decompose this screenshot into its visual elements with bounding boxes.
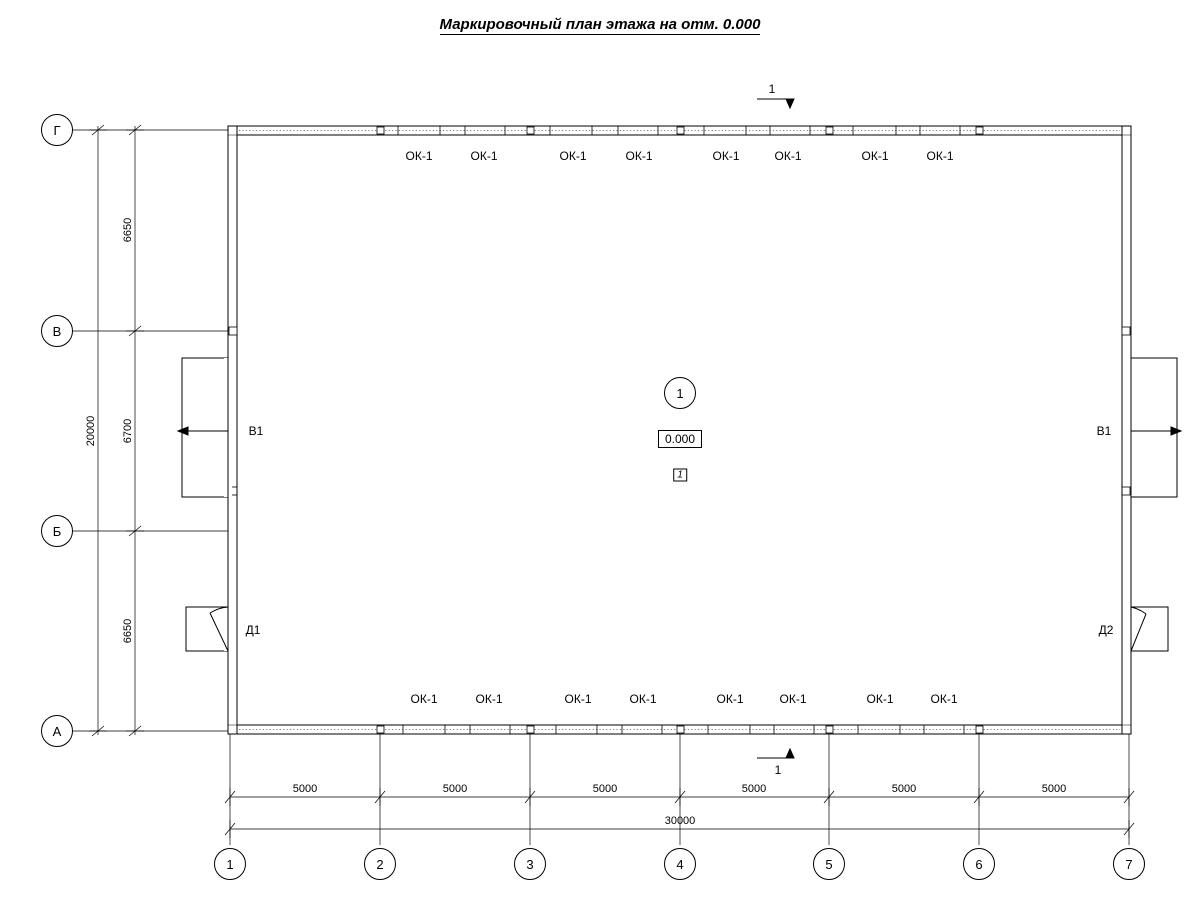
dimension-horizontal: 5000 bbox=[292, 783, 318, 795]
axis-bubble-5[interactable] bbox=[813, 848, 845, 880]
axis-bubble-b[interactable] bbox=[41, 515, 73, 547]
axis-label: 6 bbox=[975, 856, 983, 872]
axis-bubble-g[interactable] bbox=[41, 114, 73, 146]
dimension-horizontal: 5000 bbox=[442, 783, 468, 795]
axis-label: 1 bbox=[226, 856, 234, 872]
window-label: ОК-1 bbox=[716, 692, 744, 706]
axis-label: В bbox=[52, 323, 62, 339]
dimension-vertical: 6650 bbox=[122, 618, 134, 644]
dimension-horizontal: 5000 bbox=[741, 783, 767, 795]
window-label: ОК-1 bbox=[926, 149, 954, 163]
window-label: ОК-1 bbox=[470, 149, 498, 163]
window-label: ОК-1 bbox=[866, 692, 894, 706]
elevation-mark: 0.000 bbox=[658, 430, 702, 448]
window-label: ОК-1 bbox=[861, 149, 889, 163]
room-number: 1 bbox=[676, 385, 684, 401]
axis-bubble-2[interactable] bbox=[364, 848, 396, 880]
axis-label: 3 bbox=[526, 856, 534, 872]
axis-label: 4 bbox=[676, 856, 684, 872]
axis-label: 7 bbox=[1125, 856, 1133, 872]
axis-label: А bbox=[52, 723, 62, 739]
dimension-horizontal: 5000 bbox=[592, 783, 618, 795]
door-label-right: Д2 bbox=[1098, 623, 1114, 637]
window-label: ОК-1 bbox=[625, 149, 653, 163]
window-label: ОК-1 bbox=[559, 149, 587, 163]
window-label: ОК-1 bbox=[629, 692, 657, 706]
axis-label: Б bbox=[52, 523, 62, 539]
axis-label: Г bbox=[53, 122, 61, 138]
axis-bubble-a[interactable] bbox=[41, 715, 73, 747]
section-mark-top-label: 1 bbox=[768, 82, 776, 96]
window-label: ОК-1 bbox=[410, 692, 438, 706]
page-title-text: Маркировочный план этажа на отм. 0.000 bbox=[439, 16, 761, 33]
window-label: ОК-1 bbox=[712, 149, 740, 163]
window-label: ОК-1 bbox=[564, 692, 592, 706]
dimension-horizontal-total: 30000 bbox=[664, 815, 696, 827]
window-label: ОК-1 bbox=[774, 149, 802, 163]
room-number-bubble[interactable] bbox=[664, 377, 696, 409]
dimension-horizontal: 5000 bbox=[891, 783, 917, 795]
axis-bubble-4[interactable] bbox=[664, 848, 696, 880]
door-label-left: Д1 bbox=[245, 623, 261, 637]
window-label: ОК-1 bbox=[779, 692, 807, 706]
dimension-vertical: 6700 bbox=[122, 418, 134, 444]
floor-finish-mark: 1 bbox=[673, 469, 687, 482]
axis-label: 5 bbox=[825, 856, 833, 872]
section-mark-bottom-label: 1 bbox=[774, 763, 782, 777]
axis-bubble-v[interactable] bbox=[41, 315, 73, 347]
dimension-vertical-total: 20000 bbox=[85, 415, 97, 447]
gate-label-right: В1 bbox=[1096, 424, 1112, 438]
axis-bubble-7[interactable] bbox=[1113, 848, 1145, 880]
window-label: ОК-1 bbox=[475, 692, 503, 706]
window-label: ОК-1 bbox=[405, 149, 433, 163]
axis-label: 2 bbox=[376, 856, 384, 872]
axis-bubble-6[interactable] bbox=[963, 848, 995, 880]
gate-label-left: В1 bbox=[248, 424, 264, 438]
axis-bubble-1[interactable] bbox=[214, 848, 246, 880]
window-label: ОК-1 bbox=[930, 692, 958, 706]
dimension-horizontal: 5000 bbox=[1041, 783, 1067, 795]
dimension-vertical: 6650 bbox=[122, 217, 134, 243]
axis-bubble-3[interactable] bbox=[514, 848, 546, 880]
